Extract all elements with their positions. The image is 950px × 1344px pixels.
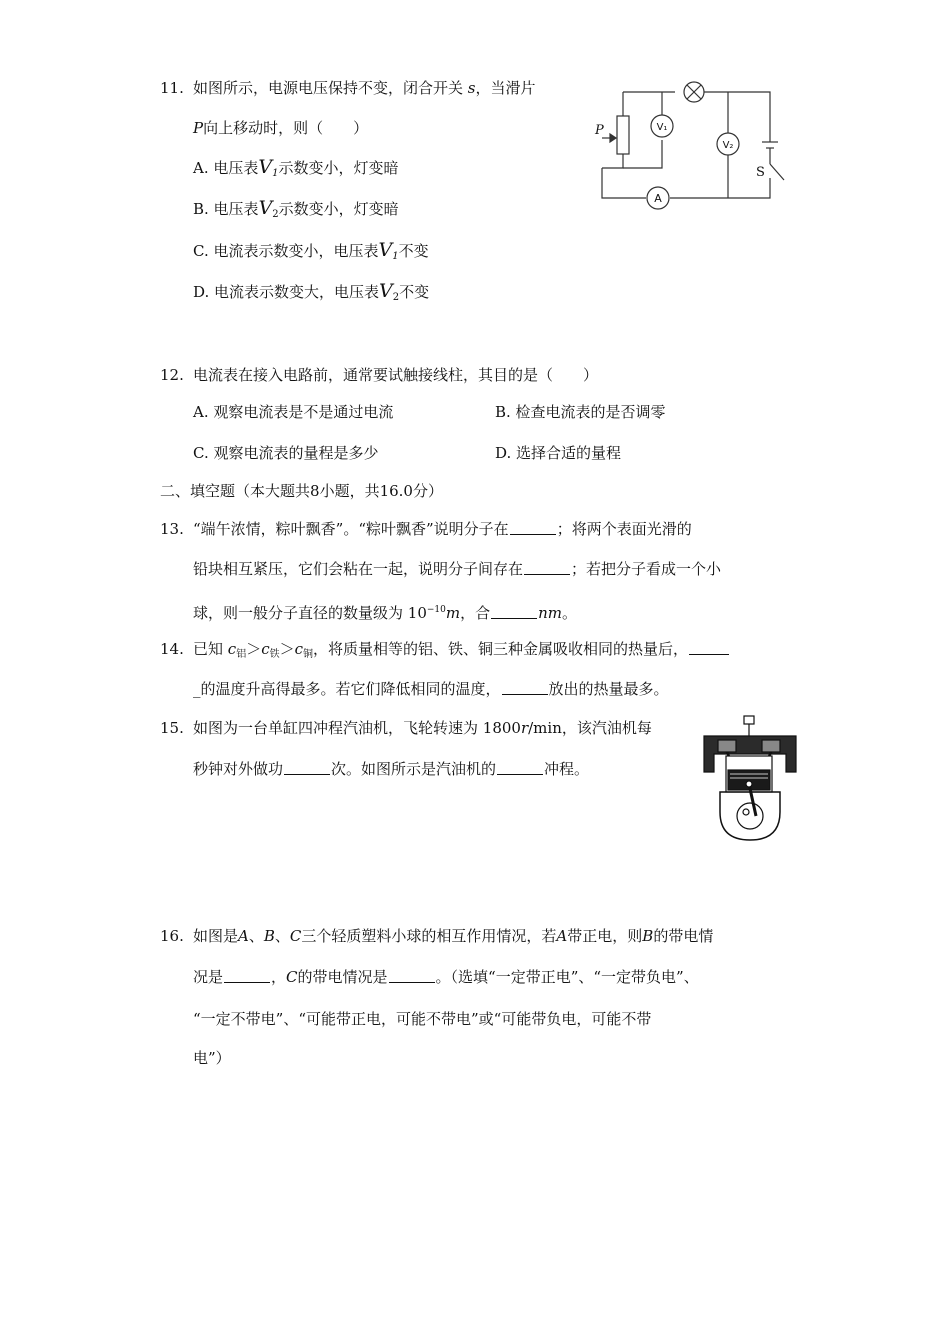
question-15-line2: 秒钟对外做功 次。如图所示是汽油机的 冲程。 bbox=[193, 760, 590, 778]
question-number: 13. bbox=[160, 520, 184, 538]
question-16-line1: 如图是A、B、C三个轻质塑料小球的相互作用情况，若A带正电，则B的带电情 bbox=[193, 927, 714, 945]
answer-blank[interactable] bbox=[389, 968, 435, 983]
ammeter-label: A bbox=[654, 192, 662, 205]
question-13-line1: “端午浓情，粽叶飘香”。“粽叶飘香”说明分子在 ；将两个表面光滑的 bbox=[193, 520, 692, 538]
voltmeter-v1-label: V₁ bbox=[656, 122, 668, 133]
circuit-diagram bbox=[590, 72, 790, 212]
question-14-line1: 已知 $c_铝>c_铁>c_铜$，将质量相等的铝、铁、铜三种金属吸收相同的热量后， bbox=[193, 639, 730, 665]
option-12-c: C. 观察电流表的量程是多少 bbox=[193, 444, 379, 462]
question-16-line2: 况是 ，C的带电情况是 。（选填“一定带正电”、“一定带负电”、 bbox=[193, 968, 699, 986]
question-number: 16. bbox=[160, 927, 184, 945]
question-11-stem-line1: 如图所示，电源电压保持不变，闭合开关 s，当滑片 bbox=[193, 79, 536, 97]
answer-blank[interactable] bbox=[491, 604, 537, 619]
question-12-stem: 电流表在接入电路前，通常要试触接线柱，其目的是（ ） bbox=[193, 366, 599, 384]
option-12-d: D. 选择合适的量程 bbox=[495, 444, 622, 462]
slider-label: P bbox=[595, 123, 604, 138]
question-number: 15. bbox=[160, 719, 184, 737]
answer-blank[interactable] bbox=[689, 640, 729, 655]
question-13-line3: 球，则一般分子直径的数量级为 $10^{-10}m$，合 nm。 bbox=[193, 604, 578, 622]
question-14-line2: _的温度升高得最多。若它们降低相同的温度， 放出的热量最多。 bbox=[193, 680, 669, 698]
question-number: 12. bbox=[160, 366, 184, 384]
option-12-a: A. 观察电流表是不是通过电流 bbox=[193, 403, 394, 421]
option-11-a: A. 电压表$V_1$示数变小，灯变暗 bbox=[193, 156, 399, 179]
option-12-b: B. 检查电流表的是否调零 bbox=[495, 403, 666, 421]
engine-diagram bbox=[700, 712, 800, 847]
question-15-line1: 如图为一台单缸四冲程汽油机，飞轮转速为 1800r/min，该汽油机每 bbox=[193, 719, 652, 737]
option-11-c: C. 电流表示数变小，电压表$V_1$不变 bbox=[193, 239, 429, 262]
question-number: 14. bbox=[160, 640, 184, 658]
option-11-b: B. 电压表$V_2$示数变小，灯变暗 bbox=[193, 197, 399, 220]
question-13-line2: 铅块相互紧压，它们会粘在一起，说明分子间存在 ；若把分子看成一个小 bbox=[193, 560, 722, 578]
section-heading: 二、填空题（本大题共8小题，共16.0分） bbox=[160, 482, 443, 500]
question-number: 11. bbox=[160, 79, 184, 97]
answer-blank[interactable] bbox=[284, 760, 330, 775]
answer-blank[interactable] bbox=[510, 520, 556, 535]
answer-blank[interactable] bbox=[502, 680, 548, 695]
question-11-stem-line2: P向上移动时，则（ ） bbox=[193, 119, 369, 137]
question-16-line4: 电”） bbox=[193, 1049, 231, 1067]
voltmeter-v2-label: V₂ bbox=[722, 140, 734, 151]
switch-label: S bbox=[756, 165, 765, 180]
option-11-d: D. 电流表示数变大，电压表$V_2$不变 bbox=[193, 280, 430, 303]
answer-blank[interactable] bbox=[224, 968, 270, 983]
answer-blank[interactable] bbox=[497, 760, 543, 775]
answer-blank[interactable] bbox=[524, 560, 570, 575]
question-16-line3: “一定不带电”、“可能带正电，可能不带电”或“可能带负电，可能不带 bbox=[193, 1010, 652, 1028]
